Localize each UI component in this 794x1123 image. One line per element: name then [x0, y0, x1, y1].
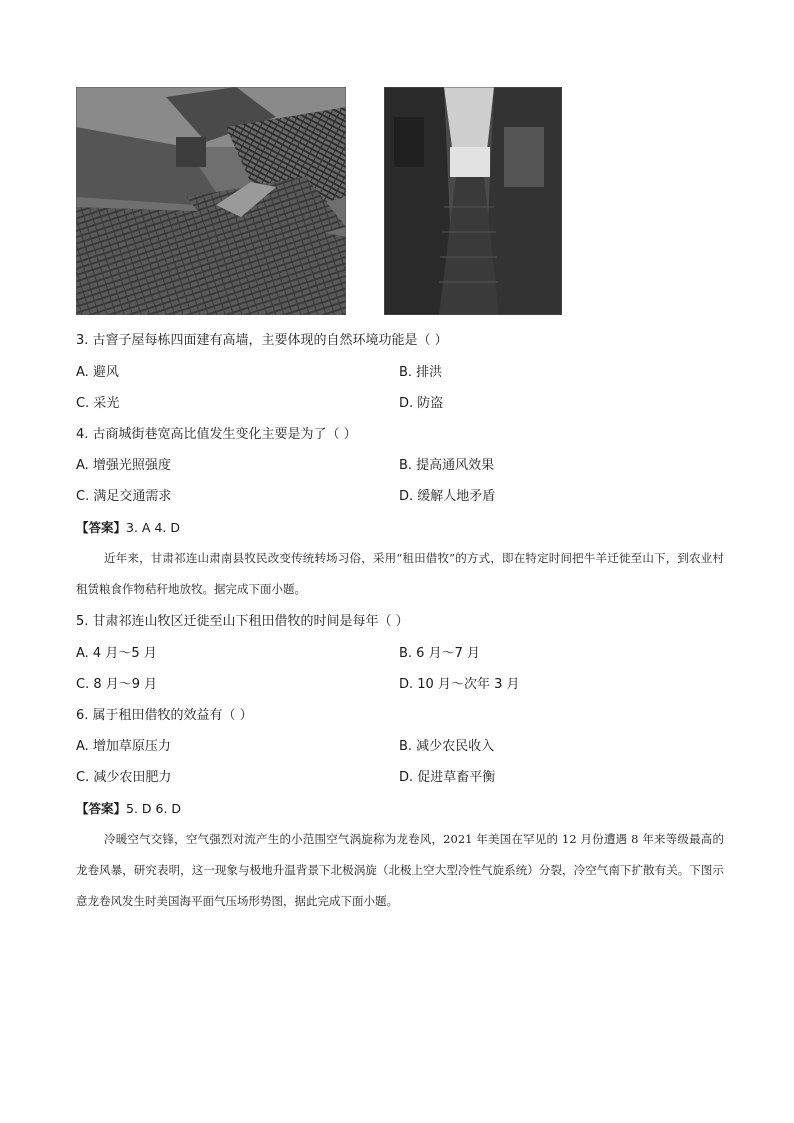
question-5-stem: 5. 甘肃祁连山牧区迁徙至山下租田借牧的时间是每年（ ） — [76, 614, 409, 629]
answer-tag: 【答案】 — [76, 801, 127, 816]
question-6-option-b: B. 减少农民收入 — [399, 739, 495, 754]
question-6-option-c: C. 减少农田肥力 — [76, 770, 172, 785]
question-6-stem: 6. 属于租田借牧的效益有（ ） — [76, 708, 253, 723]
question-4-stem: 4. 古商城街巷宽高比值发生变化主要是为了（ ） — [76, 427, 357, 442]
question-3-stem: 3. 古窨子屋每栋四面建有高墙，主要体现的自然环境功能是（ ） — [76, 333, 448, 348]
passage-tornado: 冷暖空气交锋，空气强烈对流产生的小范围空气涡旋称为龙卷风，2021 年美国在罕见的 12 月份遭遇 8 年来等级最高的龙卷风暴，研究表明，这一现象与极地升温背景下北极涡旋（北极上空大型冷性气旋系统）分裂，冷空气南下扩散有关。下图示意龙卷风发生时美国海平面气压场形势图，据此完成下面小题。 — [76, 832, 724, 908]
question-3-option-c: C. 采光 — [76, 396, 120, 411]
alley-photo — [384, 87, 562, 315]
question-4-option-c: C. 满足交通需求 — [76, 489, 172, 504]
question-5-option-b: B. 6 月～7 月 — [399, 646, 480, 661]
question-3-option-a: A. 避风 — [76, 365, 119, 380]
roof-photo — [76, 87, 346, 315]
question-4-option-a: A. 增强光照强度 — [76, 458, 171, 473]
photo-strip — [76, 87, 562, 315]
question-4-option-b: B. 提高通风效果 — [399, 458, 495, 473]
question-4-option-d: D. 缓解人地矛盾 — [399, 489, 496, 504]
question-5-option-d: D. 10 月～次年 3 月 — [399, 677, 520, 692]
answer-text: 5. D 6. D — [126, 801, 182, 816]
passage-grazing: 近年来，甘肃祁连山肃南县牧民改变传统转场习俗，采用“租田借牧”的方式，即在特定时间把牛羊迁徙至山下，到农业村租赁粮食作物秸秆地放牧。据完成下面小题。 — [76, 551, 724, 596]
question-5-option-c: C. 8 月～9 月 — [76, 677, 158, 692]
answer-block-1 — [76, 519, 180, 537]
question-3-option-b: B. 排洪 — [399, 365, 443, 380]
answer-text: 3. A 4. D — [126, 520, 180, 535]
question-6-option-d: D. 促进草畜平衡 — [399, 770, 496, 785]
question-6-option-a: A. 增加草原压力 — [76, 739, 171, 754]
question-5-option-a: A. 4 月～5 月 — [76, 646, 157, 661]
question-3-option-d: D. 防盗 — [399, 396, 444, 411]
answer-tag: 【答案】 — [76, 520, 127, 535]
answer-block-2 — [76, 800, 181, 818]
